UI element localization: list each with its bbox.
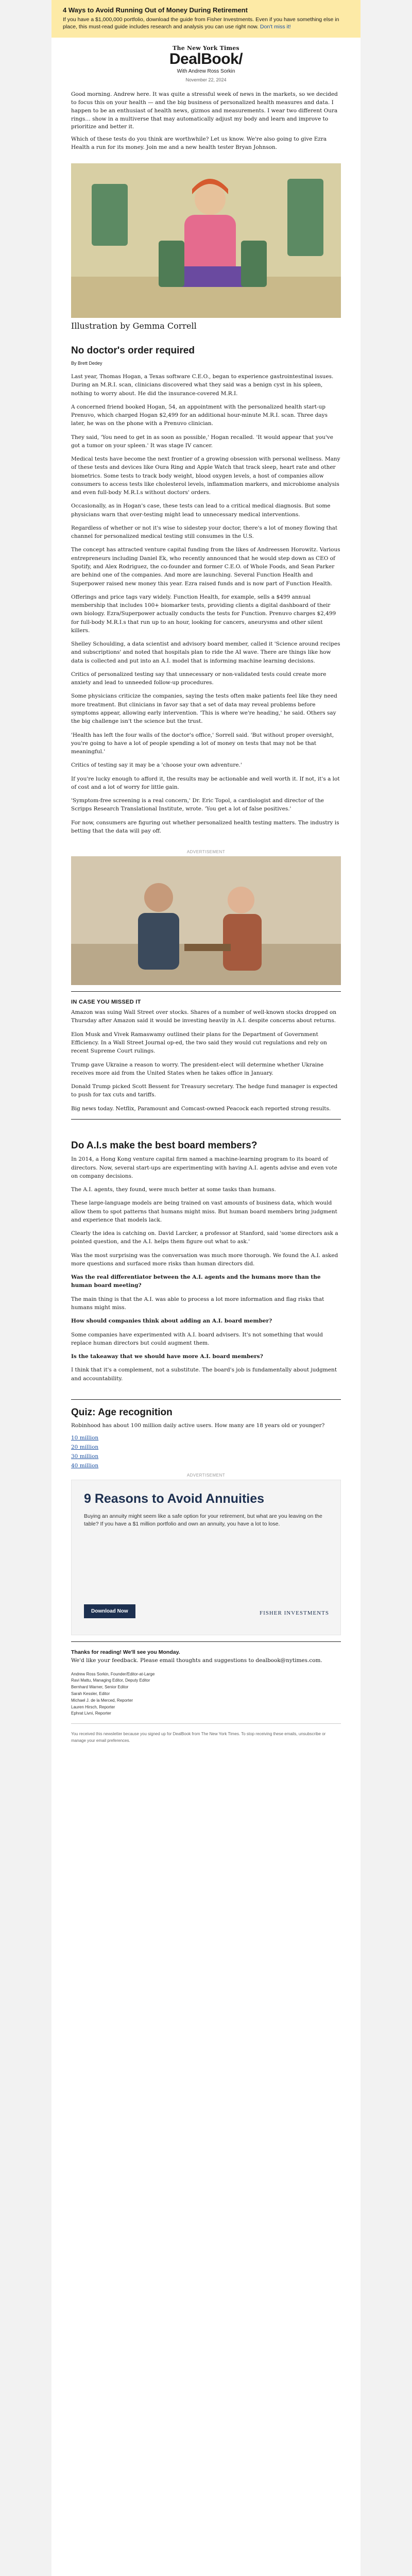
- quiz-option-link[interactable]: 20 million: [71, 1444, 99, 1451]
- article-paragraph: Some physicians criticize the companies, saying the tests often make patients feel like they need more treatment. But clinicians in favor say that a set of data may reveal problems before symptoms appear, allowing early intervention. 'This is where we're heading,' he said. Others say the big challenge isn't the science but the trust.: [71, 693, 337, 725]
- interview-answer: I think that it's a complement, not a substitute. The board's job is fundamentally about judgment and accountability.: [71, 1367, 337, 1382]
- case-missed-heading: IN CASE YOU MISSED IT: [71, 999, 141, 1006]
- newsletter-page: [52, 0, 360, 2576]
- thanks-body: We'd like your feedback. Please email thoughts and suggestions to dealbook@nytimes.com.: [71, 1657, 322, 1664]
- article-paragraph: Regardless of whether or not it's wise to sidestep your doctor, there's a lot of money flowing that channel for personalized medical testing still consumes in the U.S.: [71, 524, 338, 540]
- ad-photo: [71, 856, 341, 985]
- article-paragraph: Occasionally, as in Hogan's case, these tests can lead to a critical medical diagnosis. But some physicians warn that over-testing might lead to unnecessary medical interventions.: [71, 503, 331, 518]
- masthead-byline: With Andrew Ross Sorkin: [177, 69, 235, 75]
- thanks-block: [71, 1648, 341, 1665]
- quiz-option-link[interactable]: 40 million: [71, 1463, 99, 1469]
- credit-line: Michael J. de la Merced, Reporter: [71, 1698, 133, 1703]
- credit-line: Bernhard Warner, Senior Editor: [71, 1685, 129, 1690]
- interview-question: Was the real differentiator between the A.I. agents and the humans more than the human board meeting?: [71, 1274, 321, 1289]
- article-title: No doctor's order required: [71, 345, 195, 356]
- thanks-title: Thanks for reading! We'll see you Monday.: [71, 1649, 180, 1656]
- fisher-ad-headline: 9 Reasons to Avoid Annuities: [84, 1492, 265, 1506]
- board-paragraph: These large-language models are being trained on vast amounts of business data, which would allow them to spot patterns that humans might miss. But human board members bring judgment and experience that models lack.: [71, 1200, 337, 1223]
- board-title: Do A.I.s make the best board members?: [71, 1140, 258, 1151]
- article-paragraph: Critics of testing say it may be a 'choose your own adventure.': [71, 762, 242, 769]
- article-paragraph: Last year, Thomas Hogan, a Texas software C.E.O., began to experience gastrointestinal issues. During an M.R.I. scan, clinicians discovered what they said was a benign cyst in his spleen, nothing to worry about. He did the insurance-covered M.R.I.: [71, 373, 334, 397]
- interview-answer: Some companies have experimented with A.I. board advisers. It's not something that would replace human directors but could augment them.: [71, 1331, 323, 1346]
- article-paragraph: Shelley Schoulding, a data scientist and advisory board member, called it 'Science around recipes and subscriptions' and noted that hospitals plan to ride the AI wave. There are things like how data is collected and put into an A.I. model that is informing machine learning decisions.: [71, 641, 340, 664]
- credit-line: Lauren Hirsch, Reporter: [71, 1704, 115, 1709]
- divider: [71, 1723, 341, 1724]
- case-missed-item: Amazon was suing Wall Street over stocks. Shares of a number of well-known stocks dropped on Thursday after Amazon said it would be investing heavily in A.I. despite concerns about returns.: [71, 1009, 337, 1024]
- quiz-option[interactable]: [71, 1444, 341, 1450]
- intro-paragraph: Which of these tests do you think are worthwhile? Let us know. We're also going to give Ezra Health a run for its money. Join me and a new health tester Bryan Johnson.: [71, 136, 327, 150]
- fisher-ad-body: Buying an annuity might seem like a safe option for your retirement, but what are you leaving on the table? If you have a $1 million portfolio and own an annuity, you have a lot to lose.: [84, 1513, 322, 1528]
- masthead: [52, 38, 360, 87]
- article-paragraph: For now, consumers are figuring out whether personalized health testing matters. The industry is betting that the data will pay off.: [71, 819, 339, 834]
- illustration-drawing: [71, 163, 341, 318]
- intro-paragraph: Good morning. Andrew here. It was quite a stressful week of news in the markets, so we decided to focus this on your health — and the big business of personalized health measures and data. I happen to be an enthusiast of health news, gizmos and measurements. I wear two different Oura rings… show in a multiverse that may automatically adjust my body and learn and improve to prioritize and better it.: [71, 91, 338, 130]
- dealbook-logo[interactable]: DealBook/: [169, 50, 243, 68]
- intro: [52, 87, 360, 160]
- quiz-option[interactable]: [71, 1463, 341, 1469]
- divider: [71, 1399, 341, 1400]
- hero-caption: Illustration by Gemma Correll: [71, 320, 197, 331]
- article-paragraph: Offerings and price tags vary widely. Function Health, for example, sells a $499 annual membership that includes 100+ biomarker tests, providing clients a digital dashboard of their own biology. Ezra/Superpower actually conducts the tests for Function. Prenuvo charges $2,499 for full-body M.R.I.s that run up to an hour, looking for cancers, aneurysms and other silent killers.: [71, 594, 336, 634]
- board-paragraph: Clearly the idea is catching on. David Larcker, a professor at Stanford, said 'some directors ask a pointed question, and the A.I. helps them figure out what to ask.': [71, 1230, 338, 1245]
- article-paragraph: Critics of personalized testing say that unnecessary or non-validated tests could create more anxiety and lead to unneeded follow-up procedures.: [71, 671, 327, 686]
- top-ad-link[interactable]: Don't miss it!: [260, 24, 291, 30]
- credit-line: Sarah Kessler, Editor: [71, 1691, 110, 1697]
- article-paragraph: The concept has attracted venture capital funding from the likes of Andreessen Horowitz. Various entrepreneurs including Daniel Ek, who recently announced that he would step down as CEO of Spotify, and Alex Rodriguez, the co-founder and former C.E.O. of Whole Foods, and Sean Parker are behind one of the companies. And more are launching. Several Function Health and Superpower raised new money this year. Ezra raised funds and is now part of Function Health.: [71, 547, 340, 587]
- article-paragraph: Medical tests have become the next frontier of a growing obsession with personal wellness. Many of these tests and devices like Oura Ring and Apple Watch that track sleep, heart rate and other biometrics. Some tests to track body weight, blood oxygen levels, a host of companies allow consumers to access tests like cholesterol levels, inflammation markers, and microbiome analysis and even full-body M.R.I.s without doctors' orders.: [71, 456, 340, 496]
- interview-answer: The main thing is that the A.I. was able to process a lot more information and flag risks that humans might miss.: [71, 1296, 324, 1311]
- divider: [71, 991, 341, 992]
- issue-date: November 22, 2024: [185, 77, 227, 83]
- case-missed-item: Big news today. Netflix, Paramount and Comcast-owned Peacock each reported strong results.: [71, 1105, 331, 1112]
- quiz-option-link[interactable]: 10 million: [71, 1435, 99, 1442]
- article-paragraph: 'Symptom-free screening is a real concern,' Dr. Eric Topol, a cardiologist and director of the Scripps Research Translational Institute, wrote. 'You get a lot of false positives.': [71, 798, 324, 812]
- case-missed-item: Donald Trump picked Scott Bessent for Treasury secretary. The hedge fund manager is expected to push for tax cuts and tariffs.: [71, 1083, 338, 1098]
- article-paragraph: 'Health has left the four walls of the doctor's office,' Sorrell said. 'But without proper oversight, you're going to have a lot of people spending a lot of money on tests that may not be that meaningful.': [71, 732, 334, 755]
- footer-text: You received this newsletter because you signed up for DealBook from The New York Times. To stop receiving these emails, unsubscribe or manage your email preferences.: [71, 1732, 326, 1743]
- quiz-title: Quiz: Age recognition: [71, 1406, 173, 1418]
- mid-ad-image[interactable]: [71, 856, 341, 985]
- download-button[interactable]: Download Now: [84, 1604, 135, 1618]
- quiz-option[interactable]: [71, 1435, 341, 1441]
- quiz-option-link[interactable]: 30 million: [71, 1453, 99, 1460]
- ad-label: ADVERTISEMENT: [186, 1473, 226, 1478]
- fisher-ad[interactable]: [71, 1480, 341, 1635]
- board-paragraph: The A.I. agents, they found, were much better at some tasks than humans.: [71, 1187, 276, 1193]
- hero-illustration: [71, 163, 341, 318]
- case-missed-item: Trump gave Ukraine a reason to worry. The president-elect will determine whether Ukraine receives more aid from the United States when he takes office in January.: [71, 1061, 324, 1076]
- credit-line: Ravi Mattu, Managing Editor, Deputy Editor: [71, 1678, 150, 1683]
- credit-line: Ephrat Livni, Reporter: [71, 1711, 111, 1716]
- main-article: [52, 331, 360, 846]
- top-ad-body: If you have a $1,000,000 portfolio, download the guide from Fisher Investments. Even if you have something else in place, this must-read guide includes research and analysis you can use right now. Don't miss it!: [63, 16, 339, 30]
- credits: [71, 1671, 341, 1718]
- board-article: [52, 1126, 360, 1393]
- board-paragraph: Was the most surprising was the conversation was much more thorough. We found the A.I. asked more questions and surfaced more risks than human directors did.: [71, 1252, 338, 1267]
- divider: [71, 1641, 341, 1642]
- ad-label: ADVERTISEMENT: [186, 850, 226, 855]
- fisher-logo: FISHER INVESTMENTS: [259, 1610, 329, 1617]
- board-paragraph: In 2014, a Hong Kong venture capital firm named a machine-learning program to its board of directors. Now, several start-ups are experimenting with having A.I. agents advise and even vote on company decisions.: [71, 1156, 337, 1179]
- quiz-option[interactable]: [71, 1453, 341, 1460]
- article-paragraph: A concerned friend booked Hogan, 54, an appointment with the personalized health start-up Prenuvo, which charged Hogan $2,499 for an additional hour-minute M.R.I. scan. Three days later, he was on the phone with a Prenuvo clinician.: [71, 403, 328, 427]
- article-paragraph: If you're lucky enough to afford it, the results may be actionable and well worth it. If not, it's a lot of cost and a lot of worry for little gain.: [71, 775, 340, 790]
- interview-question: Is the takeaway that we should have more A.I. board members?: [71, 1353, 263, 1360]
- case-missed-item: Elon Musk and Vivek Ramaswamy outlined their plans for the Department of Government Efficiency. In a Wall Street Journal op-ed, the two said they would cut regulations and rely on recent Supreme Court rulings.: [71, 1031, 327, 1055]
- article-paragraph: They said, 'You need to get in as soon as possible,' Hogan recalled. 'It would appear that you've got a tumor on your spleen.' It was stage IV cancer.: [71, 434, 333, 449]
- top-ad-banner[interactable]: [52, 0, 360, 38]
- divider: [71, 1119, 341, 1120]
- article-author: By Brett Dedey: [71, 361, 102, 366]
- nyt-logo[interactable]: The New York Times: [173, 45, 239, 52]
- top-ad-title: 4 Ways to Avoid Running Out of Money During Retirement: [63, 6, 248, 14]
- credit-line: Andrew Ross Sorkin, Founder/Editor-at-Large: [71, 1671, 155, 1676]
- quiz-question: Robinhood has about 100 million daily active users. How many are 18 years old or younger?: [71, 1422, 325, 1429]
- interview-question: How should companies think about adding an A.I. board member?: [71, 1318, 272, 1325]
